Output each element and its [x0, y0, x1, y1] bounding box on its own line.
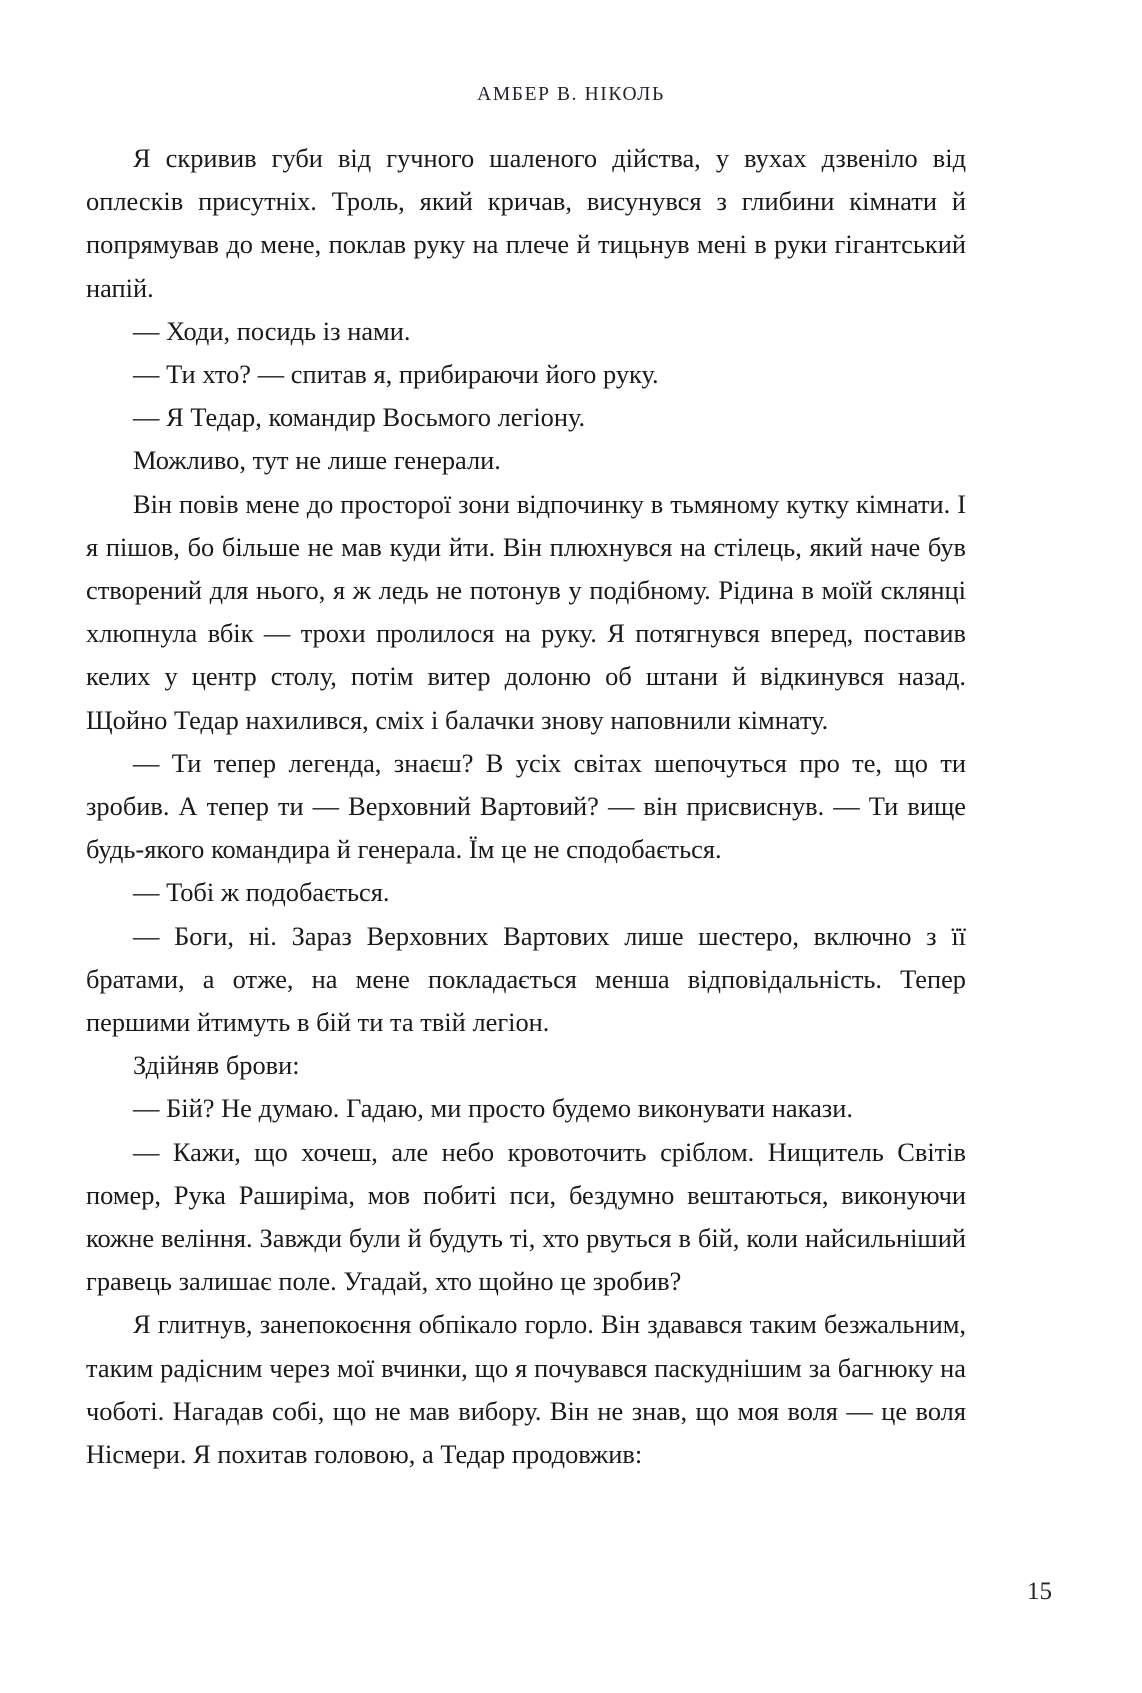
paragraph: — Кажи, що хочеш, але небо кровоточить сріблом. Нищитель Світів помер, Рука Раширіма, мов побиті пси, бездумно вештаються, виконуючи кожне веління. Завжди були й будуть ті, хто рвуться в бій, коли найсильніший гравець залишає поле. Угадай, хто щойно це зробив? — [86, 1136, 966, 1297]
paragraph: — Боги, ні. Зараз Верховних Вартових лише шестеро, включно з її братами, а отже, на мене покладається менша відповідальність. Тепер першими йтимуть в бій ти та твій легіон. — [86, 920, 966, 1038]
paragraph: — Ходи, посидь із нами. — [133, 315, 411, 346]
paragraph: — Ти тепер легенда, знаєш? В усіх світах шепочуться про те, що ти зробив. А тепер ти — Верховний Вартовий? — він присвиснув. — Ти вище будь-якого командира й генерала. Їм це не сподобається. — [86, 747, 966, 865]
paragraph: Можливо, тут не лише генерали. — [133, 445, 501, 476]
paragraph: Здійняв брови: — [133, 1050, 300, 1081]
paragraph: — Тобі ж подобається. — [133, 877, 390, 908]
page-number: 15 — [1027, 1578, 1052, 1605]
paragraph: Я глитнув, занепокоєння обпікало горло. Він здавався таким безжальним, таким радісним через мої вчинки, що я почувався паскуднішим за багнюку на чоботі. Нагадав собі, що не мав вибору. Він не знав, що моя воля — це воля Нісмери. Я похитав головою, а Тедар продовжив: — [86, 1309, 966, 1470]
paragraph: — Бій? Не думаю. Гадаю, ми просто будемо виконувати накази. — [133, 1093, 853, 1124]
paragraph: — Ти хто? — спитав я, прибираючи його руку. — [133, 359, 659, 390]
paragraph: Я скривив губи від гучного шаленого дійства, у вухах дзвеніло від оплесків присутніх. Троль, який кричав, висунувся з глибини кімнати й попрямував до мене, поклав руку на плече й тицьнув мені в руки гігантський напій. — [86, 143, 966, 303]
body-text-block — [86, 137, 966, 1476]
paragraph: — Я Тедар, командир Восьмого легіону. — [133, 402, 586, 433]
running-head-author: АМБЕР В. НІКОЛЬ — [477, 84, 665, 105]
paragraph: Він повів мене до просторої зони відпочинку в тьмяному кутку кімнати. І я пішов, бо більше не мав куди йти. Він плюхнувся на стілець, який наче був створений для нього, я ж ледь не потонув у подібному. Рідина в моїй склянці хлюпнула вбік — трохи пролилося на руку. Я потягнувся вперед, поставив келих у центр столу, потім витер долоню об штани й відкинувся назад. Щойно Тедар нахилився, сміх і балачки знову наповнили кімнату. — [86, 488, 966, 735]
